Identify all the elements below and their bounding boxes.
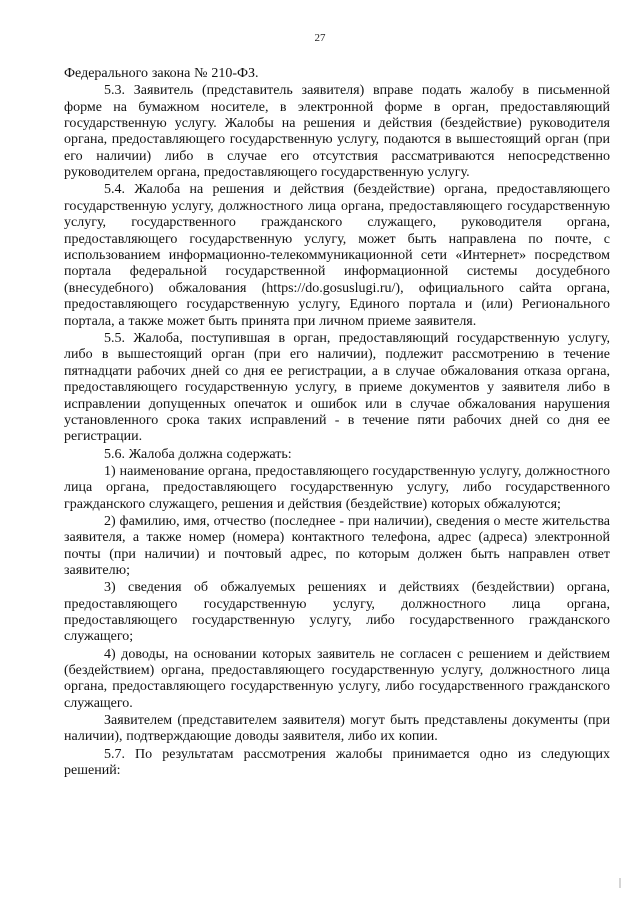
document-body [64, 66, 610, 780]
scan-artifact [619, 878, 621, 888]
list-item-1: 1) наименование органа, предоставляющего государственную услугу, должностного лица органа, предоставляющего государственную услугу, либо государственного гражданского служащего, решения и действия (бездействие) которых обжалуются; [64, 463, 610, 512]
paragraph-5-5: 5.5. Жалоба, поступившая в орган, предоставляющий государственную услугу, либо в вышестоящий орган (при его наличии), подлежит рассмотрению в течение пятнадцати рабочих дней со дня ее регистрации, а в случае обжалования отказа органа, предоставляющего государственную услугу, в приеме документов у заявителя либо в исправлении допущенных опечаток и ошибок или в случае обжалования нарушения установленного срока таких исправлений - в течение пяти рабочих дней со дня ее регистрации. [64, 330, 610, 445]
page-number: 27 [314, 32, 326, 44]
paragraph-5-7: 5.7. По результатам рассмотрения жалобы принимается одно из следующих решений: [64, 746, 610, 779]
paragraph-5-6: 5.6. Жалоба должна содержать: [104, 446, 292, 462]
list-item-2: 2) фамилию, имя, отчество (последнее - при наличии), сведения о месте жительства заявителя, а также номер (номера) контактного телефона, адрес (адреса) электронной почты (при наличии) и почтовый адрес, по которым должен быть направлен ответ заявителю; [64, 513, 610, 578]
paragraph-5-3: 5.3. Заявитель (представитель заявителя) вправе подать жалобу в письменной форме на бумажном носителе, в электронной форме в орган, предоставляющий государственную услугу. Жалобы на решения и действия (бездействие) руководителя органа, предоставляющего государственную услугу, подаются в вышестоящий орган (при его наличии) либо в случае его отсутствия рассматриваются непосредственно руководителем органа, предоставляющего государственную услугу. [64, 83, 610, 181]
paragraph-5-4: 5.4. Жалоба на решения и действия (бездействие) органа, предоставляющего государственную услугу, должностного лица органа, предоставляющего государственную услугу, государственного гражданского служащего, руководителя органа, предоставляющего государственную услугу, может быть направлена по почте, с использованием информационно-телекоммуникационной сети «Интернет» посредством портала федеральной государственной информационной системы досудебного (внесудебного) обжалования (https://do.gosuslugi.ru/), официального сайта органа, предоставляющего государственную услугу, Единого портала и (или) Регионального портала, а также может быть принята при личном приеме заявителя. [64, 182, 610, 329]
paragraph-law-reference: Федерального закона № 210-ФЗ. [64, 66, 259, 81]
paragraph-supporting-documents: Заявителем (представителем заявителя) могут быть представлены документы (при наличии), подтверждающие доводы заявителя, либо их копии. [64, 713, 610, 745]
list-item-3: 3) сведения об обжалуемых решениях и действиях (бездействии) органа, предоставляющего государственную услугу, должностного лица органа, предоставляющего государственную услугу, либо государственного гражданского служащего; [64, 580, 610, 645]
list-item-4: 4) доводы, на основании которых заявитель не согласен с решением и действием (бездействием) органа, предоставляющего государственную услугу, должностного лица органа, предоставляющего государственную услугу, либо государственного гражданского служащего. [64, 646, 610, 711]
